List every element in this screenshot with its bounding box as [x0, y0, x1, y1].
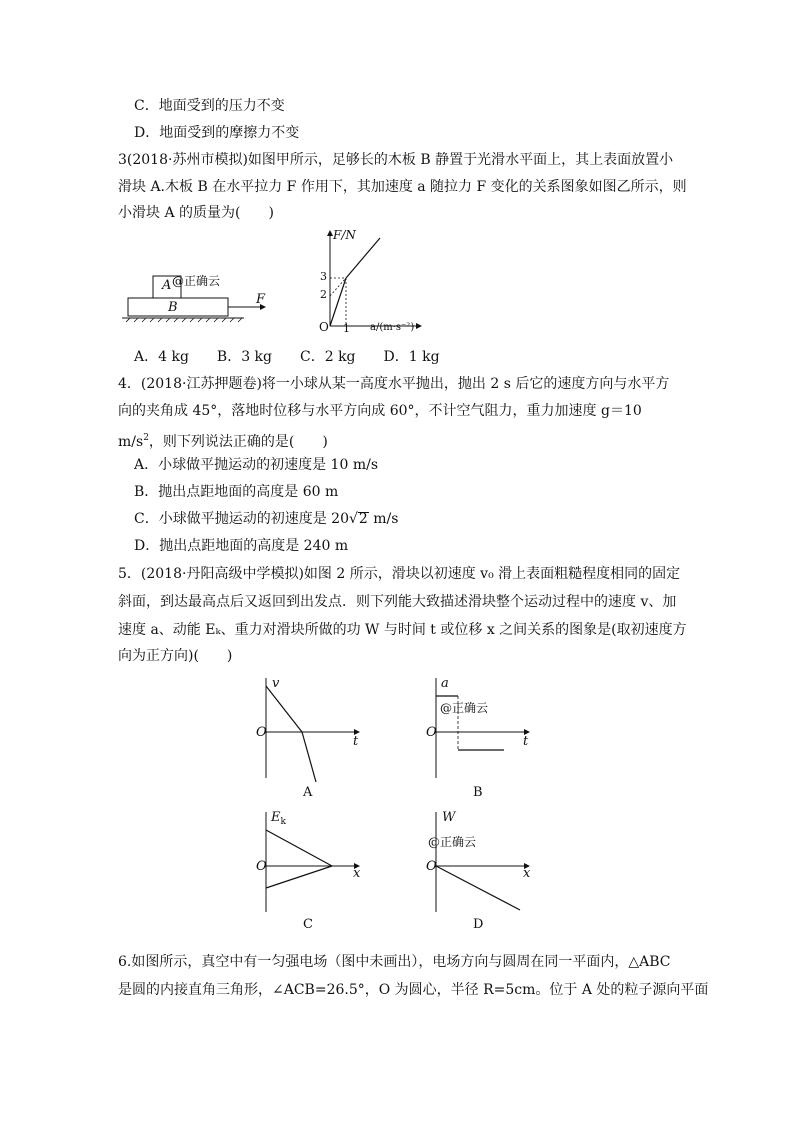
q5-graph-c-origin: O — [256, 859, 267, 874]
q3-watermark: @正确云 — [172, 274, 221, 288]
q2-option-c: C．地面受到的压力不变 — [134, 98, 285, 114]
q4-option-b: B．抛出点距地面的高度是 60 m — [134, 484, 339, 500]
q4-option-a: A．小球做平抛运动的初速度是 10 m/s — [134, 457, 379, 473]
q5-graph-a-origin: O — [256, 725, 267, 740]
q3-text-line2: 滑块 A.木板 B 在水平拉力 F 作用下，其加速度 a 随拉力 F 变化的关系图象如图乙所示，则 — [118, 179, 687, 195]
q3-graph-x-label: a/(m·s⁻²) — [370, 322, 415, 333]
q3-graph-tick-3: 3 — [320, 270, 327, 283]
q3-label-force-f: F — [256, 292, 266, 307]
q6-text-line2: 是圆的内接直角三角形，∠ACB=26.5°，O 为圆心，半径 R=5cm。位于 A 处的粒子源向平面 — [118, 982, 709, 998]
q3-figure-block-board — [120, 260, 270, 330]
q6-text-line1: 6.如图所示，真空中有一匀强电场（图中未画出），电场方向与圆周在同一平面内，△ABC — [118, 954, 671, 970]
q3-graph-y-label: F/N — [333, 228, 356, 242]
q5-graph-b-xlabel: t — [523, 734, 529, 749]
q2-option-d: D．地面受到的摩擦力不变 — [134, 125, 300, 141]
q3-options: A．4 kg B．3 kg C．2 kg D．1 kg — [134, 349, 440, 365]
q5-graph-b-watermark: @正确云 — [440, 701, 489, 715]
q5-text-line3: 速度 a、动能 Eₖ、重力对滑块所做的功 W 与时间 t 或位移 x 之间关系的图象是(取初速度方 — [118, 622, 687, 638]
q3-text-line3: 小滑块 A 的质量为( ) — [118, 205, 274, 221]
q5-graph-b-origin: O — [426, 725, 437, 740]
q3-graph-tick-1: 1 — [343, 322, 350, 335]
q4-option-c: C．小球做平抛运动的初速度是 20√2 m/s — [134, 511, 399, 527]
q5-graph-a-caption: A — [303, 785, 313, 800]
q5-graph-d-caption: D — [473, 917, 484, 932]
q5-text-line2: 斜面，到达最高点后又返回到出发点．则下列能大致描述滑块整个运动过程中的速度 v、加 — [118, 594, 677, 610]
q5-graph-a-ylabel: v — [272, 676, 280, 691]
q5-graph-d-ylabel: W — [442, 810, 456, 825]
q5-graph-a-xlabel: t — [353, 734, 359, 749]
q3-label-board-b: B — [168, 300, 178, 315]
q5-graph-c-xlabel: x — [353, 866, 361, 881]
q5-graph-d-watermark: @正确云 — [428, 835, 477, 849]
q5-graph-c-caption: C — [303, 917, 313, 932]
q5-graph-c-ylabel: $E_k$ — [271, 810, 286, 827]
q3-graph-tick-2: 2 — [320, 288, 327, 301]
q4-text-line2: 向的夹角成 45°，落地时位移与水平方向成 60°，不计空气阻力，重力加速度 g＝10 — [118, 403, 642, 419]
q5-graph-d-origin: O — [426, 859, 437, 874]
q3-label-block-a: A — [162, 278, 172, 293]
q5-graph-b-ylabel: a — [441, 676, 449, 691]
q5-graph-d-xlabel: x — [523, 866, 531, 881]
q4-option-d: D．抛出点距地面的高度是 240 m — [134, 538, 349, 554]
q4-text-line1: 4．(2018·江苏押题卷)将一小球从某一高度水平抛出，抛出 2 s 后它的速度方向与水平方 — [118, 376, 670, 392]
q3-text-line1: 3(2018·苏州市模拟)如图甲所示，足够长的木板 B 静置于光滑水平面上，其上表面放置小 — [118, 152, 674, 168]
q3-graph-origin: O — [319, 320, 329, 334]
q5-text-line1: 5．(2018·丹阳高级中学模拟)如图 2 所示，滑块以初速度 v₀ 滑上表面粗糙程度相同的固定 — [118, 566, 681, 582]
q5-text-line4: 向为正方向)( ) — [118, 648, 233, 664]
q4-text-line3: $m/s^2$，则下列说法正确的是( ) — [118, 433, 328, 450]
q5-graph-b-caption: B — [473, 785, 483, 800]
